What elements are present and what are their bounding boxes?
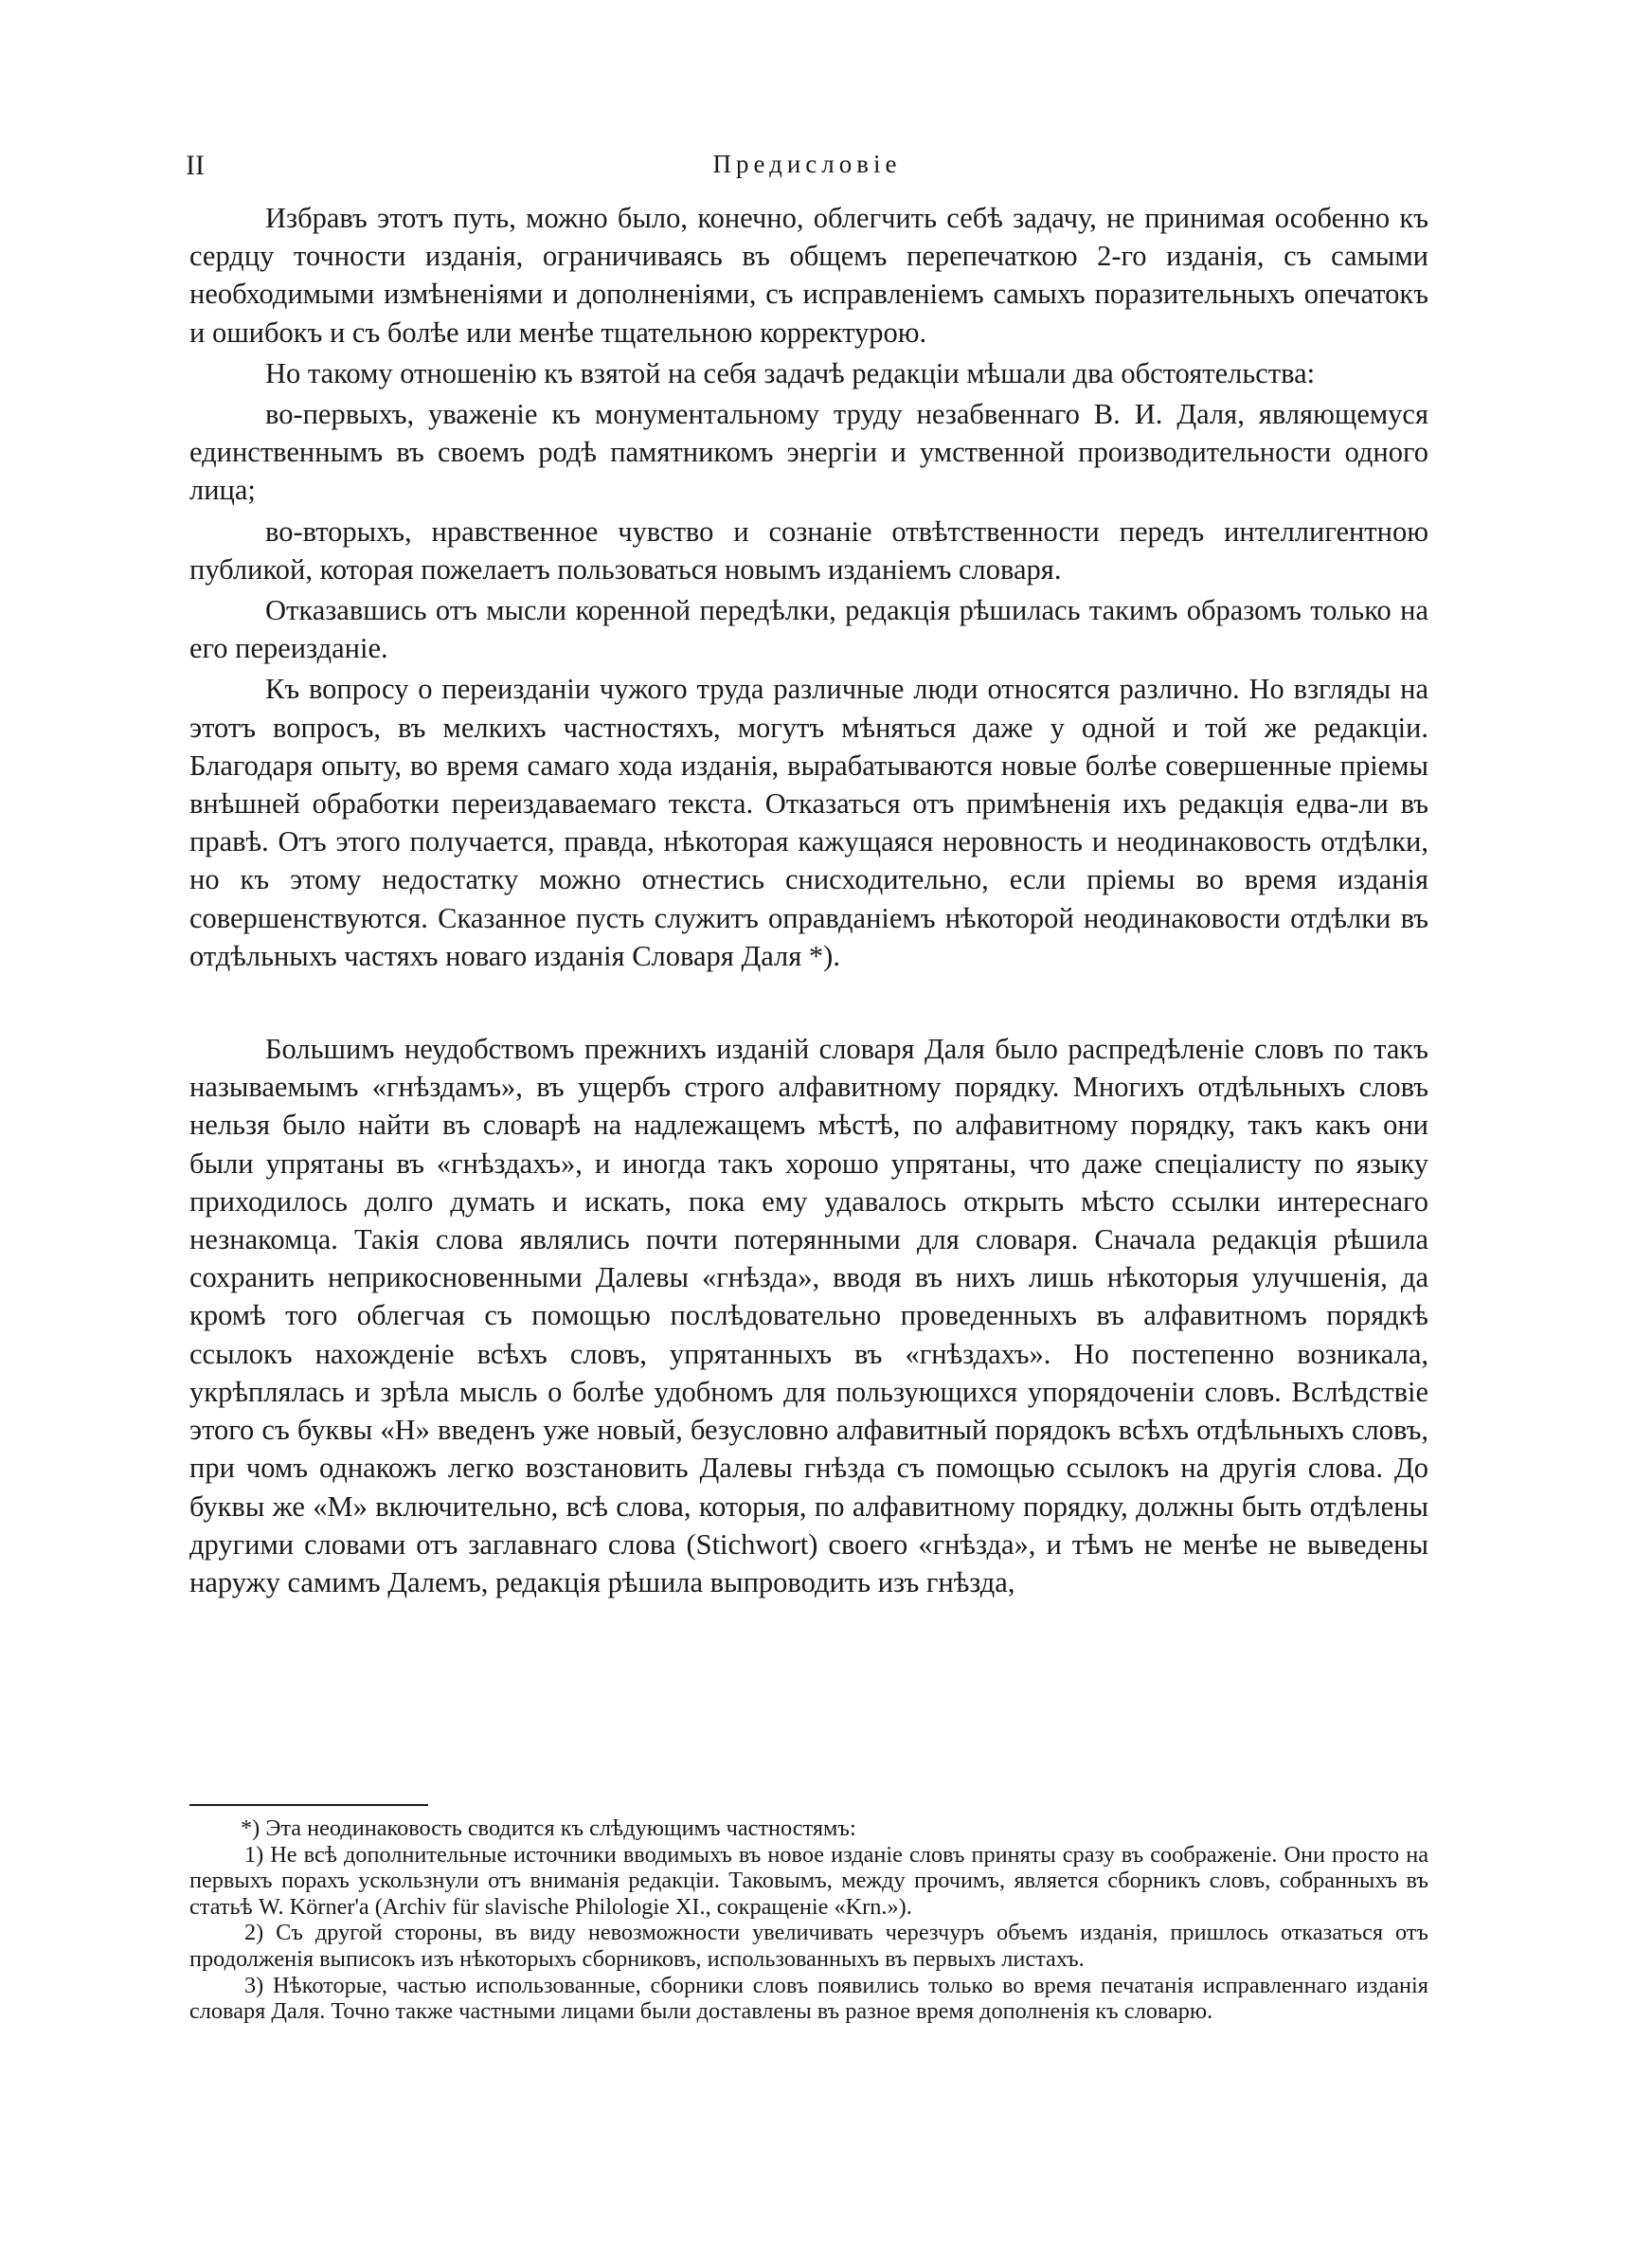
paragraph: Большимъ неудобствомъ прежнихъ изданій словаря Даля было распредѣленіе словъ по такъ называемымъ «гнѣздамъ», въ ущербъ строго алфавитному порядку. Многихъ отдѣльныхъ словъ нельзя было найти въ словарѣ на надлежащемъ мѣстѣ, по алфавитному порядку, такъ какъ они были упрятаны въ «гнѣздахъ», и иногда такъ хорошо упрятаны, что даже спеціалисту по языку приходилось долго думать и искать, пока ему удавалось открыть мѣсто ссылки интереснаго незнакомца. Такія слова являлись почти потерянными для словаря. Сначала редакція рѣшила сохранить неприкосновенными Далевы «гнѣзда», вводя въ нихъ лишь нѣкоторыя улучшенія, да кромѣ того облегчая съ помощью послѣдовательно проведенныхъ въ алфавитномъ порядкѣ ссылокъ нахожденіе всѣхъ словъ, упрятанныхъ въ «гнѣздахъ». Но постепенно возникала, укрѣплялась и зрѣла мысль о болѣе удобномъ для пользующихся упорядоченіи словъ. Вслѣдствіе этого съ буквы «Н» введенъ уже новый, безусловно алфавитный порядокъ всѣхъ отдѣльныхъ словъ, при чомъ однакожъ легко возстановить Далевы гнѣзда съ помощью ссылокъ на другія слова. До буквы же «М» включительно, всѣ слова, которыя, по алфавитному порядку, должны быть отдѣлены другими словами отъ заглавнаго слова (Stichwort) своего «гнѣзда», и тѣмъ не менѣе не выведены наружу самимъ Далемъ, редакція рѣшила выпроводить изъ гнѣзда, (189, 1033, 1428, 1598)
footnote: *) Эта неодинаковость сводится къ слѣдующимъ частностямъ: (241, 1815, 856, 1841)
footnote-rule (189, 1804, 428, 1806)
page-number: II (186, 150, 205, 181)
page-title: Предисловіе (712, 150, 902, 178)
paragraph: Отказавшись отъ мысли коренной передѣлки, редакція рѣшилась такимъ образомъ только на его переизданіе. (189, 594, 1428, 665)
footnote: 3) Нѣкоторые, частью использованные, сборники словъ появились только во время печатанія исправленнаго изданія словаря Даля. Точно также частными лицами были доставлены въ разное время дополненія къ словарю. (189, 1972, 1428, 2025)
paragraph: во-первыхъ, уваженіе къ монументальному труду незабвеннаго В. И. Даля, являющемуся единственнымъ въ своемъ родѣ памятникомъ энергіи и умственной производительности одного лица; (189, 398, 1428, 507)
footnote: 2) Съ другой стороны, въ виду невозможности увеличивать черезчуръ объемъ изданія, пришлось отказаться отъ продолженія выписокъ изъ нѣкоторыхъ сборниковъ, использованныхъ въ первыхъ листахъ. (189, 1920, 1428, 1972)
paragraph: Избравъ этотъ путь, можно было, конечно, облегчить себѣ задачу, не принимая особенно къ сердцу точности изданія, ограничиваясь въ общемъ перепечаткою 2-го изданія, съ самыми необходимыми измѣненіями и дополненіями, съ исправленіемъ самыхъ поразительныхъ опечатокъ и ошибокъ и съ болѣе или менѣе тщательною корректурою. (189, 202, 1428, 349)
paragraph: во-вторыхъ, нравственное чувство и сознаніе отвѣтственности передъ интеллигентною публикой, которая пожелаетъ пользоваться новымъ изданіемъ словаря. (189, 515, 1428, 586)
footnotes (189, 1815, 1428, 2025)
footnote: 1) Не всѣ дополнительные источники вводимыхъ въ новое изданіе словъ приняты сразу въ соображеніе. Они просто на первыхъ порахъ ускользнули отъ вниманія редакціи. Таковымъ, между прочимъ, является сборникъ словъ, собранныхъ въ статьѣ W. Körner'a (Archiv für slavische Philologie XI., сокращеніе «Krn.»). (189, 1841, 1428, 1920)
paragraph: Но такому отношенію къ взятой на себя задачѣ редакціи мѣшали два обстоятельства: (265, 356, 1316, 389)
running-head (186, 150, 1428, 188)
paragraph: Къ вопросу о переизданіи чужого труда различные люди относятся различно. Но взгляды на этотъ вопросъ, въ мелкихъ частностяхъ, могутъ мѣняться даже у одной и той же редакціи. Благодаря опыту, во время самаго хода изданія, вырабатываются новые болѣе совершенные пріемы внѣшней обработки переиздаваемаго текста. Отказаться отъ примѣненія ихъ редакція едва-ли въ правѣ. Отъ этого получается, правда, нѣкоторая кажущаяся неровность и неодинаковость отдѣлки, но къ этому недостатку можно отнестись снисходительно, если пріемы во время изданія совершенствуются. Сказанное пусть служитъ оправданіемъ нѣкоторой неодинаковости отдѣлки въ отдѣльныхъ частяхъ новаго изданія Словаря Даля *). (189, 673, 1428, 972)
body-text (189, 199, 1428, 1604)
